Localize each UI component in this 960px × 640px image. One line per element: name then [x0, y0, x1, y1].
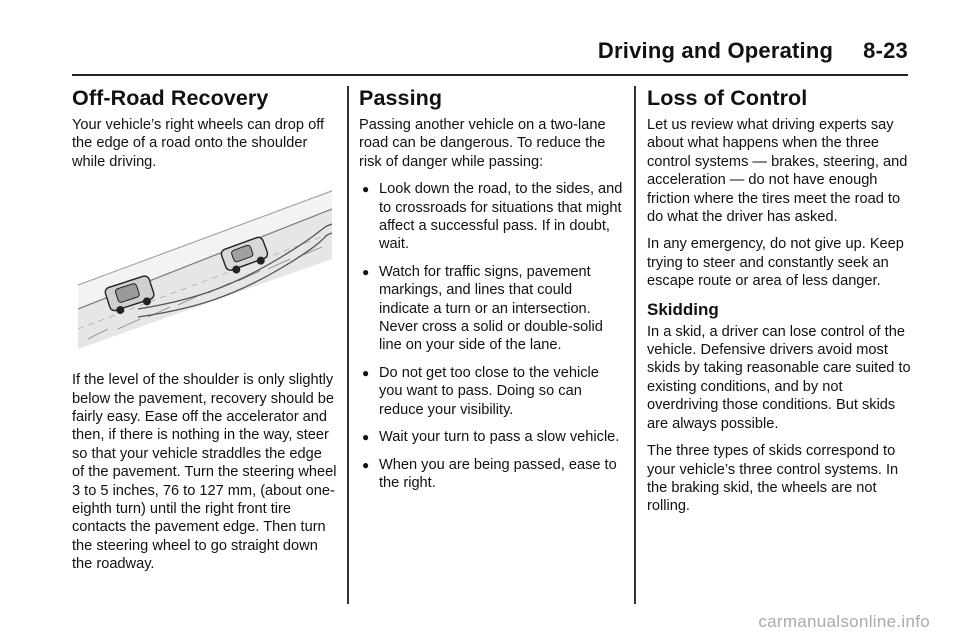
page-number: 8-23 — [863, 38, 908, 63]
off-road-recovery-steps: If the level of the shoulder is only slightly below the pavement, recovery should be fairly easy. Ease off the accelerator and then, if there is nothing in the way, steer so that your vehicle straddles the edge of the pavement. Turn the steering wheel 3 to 5 inches, 76 to 127 mm, (about one-eighth turn) until the right front tire contacts the pavement edge. Then turn the steering wheel to go straight down the roadway. — [72, 372, 337, 573]
page-header — [598, 38, 908, 64]
bullet-icon: ● — [362, 182, 370, 197]
off-road-intro: Your vehicle’s right wheels can drop off the edge of a road onto the shoulder while driving. — [72, 117, 325, 170]
loss-of-control-para-2: In any emergency, do not give up. Keep trying to steer and constantly seek an escape route or area of less danger. — [647, 236, 904, 290]
bullet-icon: ● — [362, 457, 370, 472]
list-item: ● Watch for traffic signs, pavement markings, and lines that could indicate a turn or an intersection. Never cross a solid or double-solid line on your side of the lane. — [362, 263, 603, 354]
section-title: Driving and Operating — [597, 38, 834, 63]
header-rule — [72, 74, 908, 76]
bullet-icon: ● — [362, 430, 370, 445]
site-watermark: carmanualsonline.info — [758, 612, 930, 631]
passing-heading: Passing — [359, 86, 443, 110]
list-item: ● Do not get too close to the vehicle you want to pass. Doing so can reduce your visibility. — [362, 364, 599, 418]
skidding-para-1: In a skid, a driver can lose control of the vehicle. Defensive drivers avoid most skids by taking reasonable care suited to existing conditions, and by not overdriving those conditions. But skids are always possible. — [647, 323, 911, 432]
column-loss-of-control — [647, 84, 913, 640]
skidding-para-2: The three types of skids correspond to your vehicle’s three control systems. In the braking skid, the wheels are not rolling. — [647, 443, 899, 515]
bullet-icon: ● — [362, 365, 370, 380]
passing-intro: Passing another vehicle on a two-lane road can be dangerous. To reduce the risk of danger while passing: — [359, 117, 606, 170]
list-item: ● Look down the road, to the sides, and to crossroads for situations that might affect a successful pass. If in doubt, wait. — [362, 181, 623, 253]
list-item: ● Wait your turn to pass a slow vehicle. — [362, 429, 620, 446]
bullet-icon: ● — [362, 264, 370, 279]
skidding-subheading: Skidding — [647, 299, 719, 319]
passing-bullet-list — [359, 180, 625, 492]
column-off-road-recovery — [72, 84, 338, 640]
off-road-recovery-illustration — [78, 189, 332, 349]
column-passing — [359, 84, 625, 640]
column-divider — [634, 86, 636, 604]
loss-of-control-heading: Loss of Control — [647, 86, 808, 110]
off-road-recovery-heading: Off-Road Recovery — [72, 86, 269, 110]
loss-of-control-para-1: Let us review what driving experts say about what happens when the three control systems — brakes, steering, and acceleration — do not have enough friction where the tires meet the road to do what the driver has asked. — [647, 117, 908, 226]
list-item: ● When you are being passed, ease to the right. — [362, 456, 617, 491]
column-divider — [347, 86, 349, 604]
